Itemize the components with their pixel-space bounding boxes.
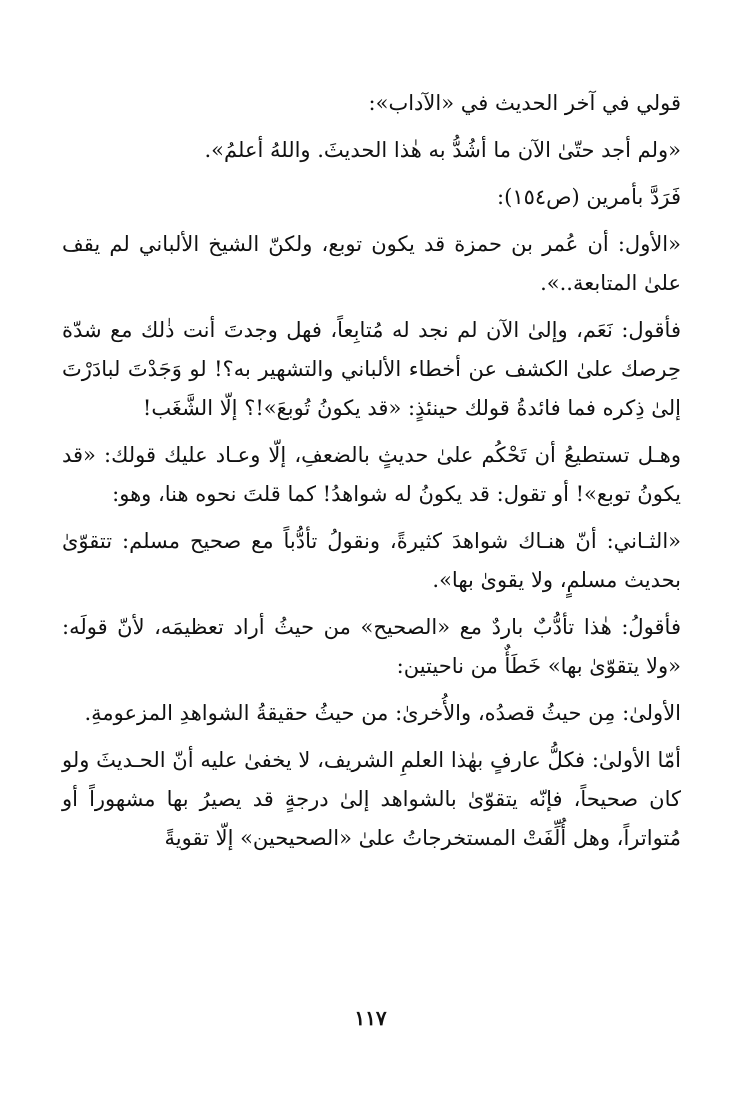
- paragraph: أمّا الأولىٰ: فكلُّ عارفٍ بهٰذا العلمِ الشريف، لا يخفىٰ عليه أنّ الحـديثَ ولو كان صحيحاً، فإنّه يتقوّىٰ بالشواهد إلىٰ درجةٍ قد يصيرُ بها مشهوراً أو مُتواتراً، وهل أُلِّفَتْ المستخرجاتُ علىٰ «الصحيحين» إلّا تقويةً: [62, 748, 681, 850]
- body-text: [62, 84, 681, 866]
- paragraph: فأقول: نَعَم، وإلىٰ الآن لم نجد له مُتابِعاً، فهل وجدتَ أنت ذٰلك مع شدّة حِرصك علىٰ الكشف عن أخطاء الألباني والتشهير به؟! لو وَجَدْتَ لبادَرْتَ إلىٰ ذِكره فما فائدةُ قولك حينئذٍ: «قد يكونُ تُوبعَ»!؟ إلّا الشَّغَب!: [62, 318, 681, 420]
- paragraph: وهـل تستطيعُ أن تَحْكُم علىٰ حديثٍ بالضعفِ، إلّا وعـاد عليك قولك: «قد يكونُ توبع»! أو تقول: قد يكونُ له شواهدُ! كما قلتَ نحوه هنا، وهو:: [62, 443, 681, 506]
- paragraph: «الأول: أن عُمر بن حمزة قد يكون توبع، ولكنّ الشيخ الألباني لم يقف علىٰ المتابعة..».: [62, 232, 681, 295]
- paragraph: قولي في آخر الحديث في «الآداب»:: [368, 91, 681, 115]
- page-number: ١١٧: [354, 1006, 387, 1030]
- paragraph: فَرَدَّ بأمرين (ص١٥٤):: [497, 185, 681, 209]
- paragraph: فأقولُ: هٰذا تأدُّبٌ باردٌ مع «الصحيح» من حيثُ أراد تعظيمَه، لأنّ قولَه: «ولا يتقوّىٰ بها» خَطَأٌ من ناحيتين:: [62, 615, 681, 678]
- paragraph: «ولم أجد حتّىٰ الآن ما أشُدُّ به هٰذا الحديثَ. واللهُ أعلمُ».: [204, 138, 681, 162]
- paragraph: الأولىٰ: مِن حيثُ قصدُه، والأُخرىٰ: من حيثُ حقيقةُ الشواهدِ المزعومةِ.: [84, 701, 681, 725]
- paragraph: «الثـاني: أنّ هنـاك شواهدَ كثيرةً، ونقولُ تأدُّباً مع صحيح مسلم: تتقوّىٰ بحديث مسلمٍ، ولا يقوىٰ بها».: [62, 529, 681, 592]
